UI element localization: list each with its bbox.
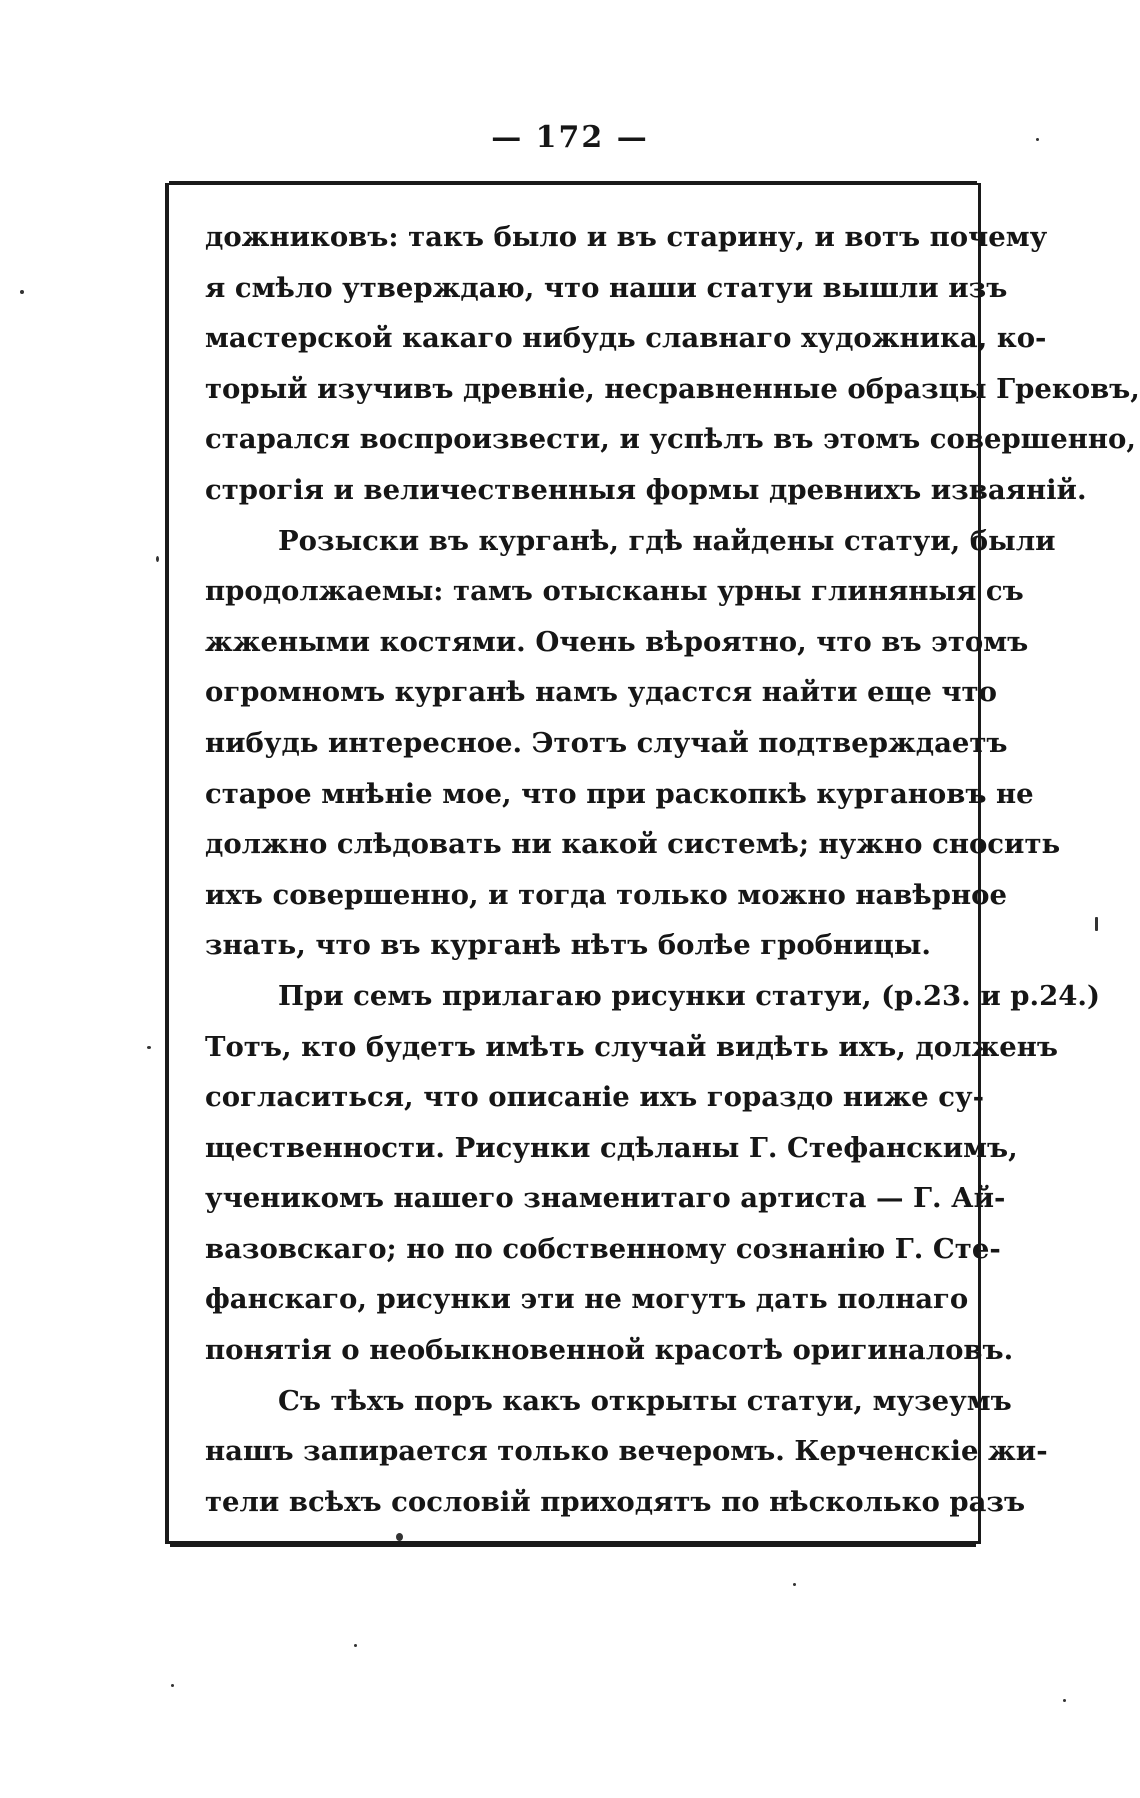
scan-speck	[171, 1684, 174, 1687]
text-line: При семъ прилагаю рисунки статуи, (р.23. и р.24.)	[278, 979, 1100, 1012]
text-line: тели всѣхъ сословій приходятъ по нѣсколько разъ	[205, 1485, 1026, 1518]
text-line: понятія о необыкновенной красотѣ оригиналовъ.	[205, 1334, 1014, 1367]
text-line: мастерской какаго нибудь славнаго художника, ко-	[205, 322, 1047, 355]
text-line: старое мнѣніе мое, что при раскопкѣ кургановъ не	[205, 777, 1034, 810]
text-line: строгія и величественныя формы древнихъ изваяній.	[205, 473, 1087, 506]
text-line: дожниковъ: такъ было и въ старину, и вотъ почему	[205, 221, 1048, 253]
text-line: Тотъ, кто будетъ имѣть случай видѣть ихъ, долженъ	[205, 1030, 1058, 1063]
text-line: вазовскаго; но по собственному сознанію Г. Сте-	[205, 1232, 1001, 1265]
scan-speck	[396, 1533, 403, 1541]
text-line: старался воспроизвести, и успѣлъ въ этомъ совершенно,	[205, 423, 1136, 456]
scan-speck	[1095, 917, 1098, 931]
text-line: продолжаемы: тамъ отысканы урны глиняныя съ	[205, 575, 1024, 608]
scan-speck	[20, 290, 24, 294]
text-line: ихъ совершенно, и тогда только можно навѣрное	[205, 878, 1007, 911]
text-line: фанскаго, рисунки эти не могутъ дать полнаго	[205, 1283, 969, 1316]
text-line: я смѣло утверждаю, что наши статуи вышли изъ	[205, 271, 1008, 304]
scan-speck	[1063, 1699, 1066, 1702]
scan-speck	[354, 1644, 357, 1647]
text-line: нашъ запирается только вечеромъ. Керченскіе жи-	[205, 1435, 1048, 1468]
text-line: торый изучивъ древніе, несравненные образцы Грековъ,	[205, 372, 1140, 405]
text-line: должно слѣдовать ни какой системѣ; нужно сносить	[205, 828, 1061, 861]
text-line: огромномъ курганѣ намъ удастся найти еще что	[205, 676, 997, 709]
scan-speck	[156, 556, 159, 562]
text-block	[205, 212, 1140, 1527]
text-line: знать, что въ курганѣ нѣтъ болѣе гробницы.	[205, 929, 932, 962]
page-number: — 172 —	[491, 120, 649, 155]
text-line: ученикомъ нашего знаменитаго артиста — Г. Ай-	[205, 1182, 1006, 1215]
scan-speck	[147, 1046, 151, 1049]
scan-speck	[793, 1583, 796, 1586]
scan-speck	[1036, 138, 1039, 141]
text-line: щественности. Рисунки сдѣланы Г. Стефанскимъ,	[205, 1131, 1018, 1164]
text-line: нибудь интересное. Этотъ случай подтверждаетъ	[205, 726, 1008, 759]
text-line: жжеными костями. Очень вѣроятно, что въ этомъ	[205, 625, 1029, 658]
text-line: согласиться, что описаніе ихъ гораздо ниже су-	[205, 1081, 984, 1114]
text-line: Съ тѣхъ поръ какъ открыты статуи, музеумъ	[278, 1384, 1012, 1417]
text-line: Розыски въ курганѣ, гдѣ найдены статуи, были	[278, 524, 1056, 557]
